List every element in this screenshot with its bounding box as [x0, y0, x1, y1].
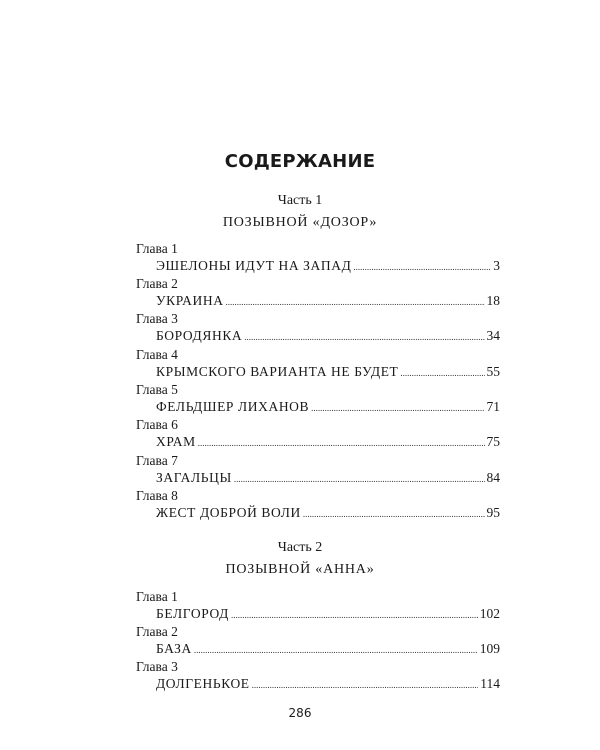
toc-entry[interactable]: [156, 434, 500, 450]
chapter-page-number: 75: [486, 434, 500, 449]
dot-leader: [231, 610, 478, 620]
chapter-title: ФЕЛЬДШЕР ЛИХАНОВ: [156, 399, 310, 414]
part-2-name: ПОЗЫВНОЙ «АННА»: [225, 562, 375, 577]
chapter-label: Глава 7: [136, 453, 178, 468]
chapter-title: ЭШЕЛОНЫ ИДУТ НА ЗАПАД: [156, 258, 352, 273]
chapter-label: Глава 4: [136, 347, 178, 362]
chapter-title: ЗАГАЛЬЦЫ: [156, 470, 232, 485]
chapter-title: ЖЕСТ ДОБРОЙ ВОЛИ: [156, 505, 301, 520]
chapter-page-number: 71: [486, 399, 500, 414]
page-title: СОДЕРЖАНИЕ: [224, 151, 376, 172]
part-1-name: ПОЗЫВНОЙ «ДОЗОР»: [222, 215, 378, 230]
chapter-label: Глава 6: [136, 417, 178, 432]
toc-entry[interactable]: [156, 328, 500, 344]
toc-entry[interactable]: [156, 470, 500, 486]
chapter-page-number: 3: [493, 258, 500, 273]
dot-leader: [234, 474, 485, 484]
toc-entry[interactable]: [156, 364, 500, 380]
chapter-label: Глава 1: [136, 589, 178, 604]
chapter-title: БОРОДЯНКА: [156, 328, 243, 343]
page-number: 286: [288, 706, 312, 720]
chapter-label: Глава 2: [136, 276, 178, 291]
chapter-page-number: 84: [486, 470, 500, 485]
toc-entry[interactable]: [156, 505, 500, 521]
chapter-title: ХРАМ: [156, 434, 196, 449]
dot-leader: [244, 332, 484, 342]
chapter-label: Глава 3: [136, 659, 178, 674]
toc-entry[interactable]: [156, 641, 500, 657]
dot-leader: [252, 680, 479, 690]
chapter-page-number: 102: [479, 606, 500, 621]
chapter-page-number: 114: [480, 676, 500, 691]
chapter-page-number: 109: [479, 641, 500, 656]
toc-entry[interactable]: [156, 606, 500, 622]
chapter-title: БАЗА: [156, 641, 192, 656]
chapter-page-number: 55: [486, 364, 500, 379]
chapter-title: УКРАИНА: [156, 293, 224, 308]
dot-leader: [400, 368, 484, 378]
chapter-label: Глава 2: [136, 624, 178, 639]
chapter-label: Глава 8: [136, 488, 178, 503]
chapter-page-number: 34: [486, 328, 500, 343]
dot-leader: [311, 403, 484, 413]
dot-leader: [226, 297, 485, 307]
chapter-page-number: 18: [486, 293, 500, 308]
toc-entry[interactable]: [156, 293, 500, 309]
chapter-title: БЕЛГОРОД: [156, 606, 229, 621]
dot-leader: [353, 262, 491, 272]
toc-entry[interactable]: [156, 676, 500, 692]
dot-leader: [194, 645, 478, 655]
chapter-label: Глава 1: [136, 241, 178, 256]
chapter-label: Глава 3: [136, 311, 178, 326]
part-2-label: Часть 2: [277, 540, 323, 555]
part-1-label: Часть 1: [277, 193, 323, 208]
toc-entry[interactable]: [156, 258, 500, 274]
chapter-label: Глава 5: [136, 382, 178, 397]
dot-leader: [303, 509, 485, 519]
chapter-title: ДОЛГЕНЬКОЕ: [156, 676, 250, 691]
chapter-page-number: 95: [486, 505, 500, 520]
chapter-title: КРЫМСКОГО ВАРИАНТА НЕ БУДЕТ: [156, 364, 399, 379]
dot-leader: [198, 438, 485, 448]
toc-entry[interactable]: [156, 399, 500, 415]
